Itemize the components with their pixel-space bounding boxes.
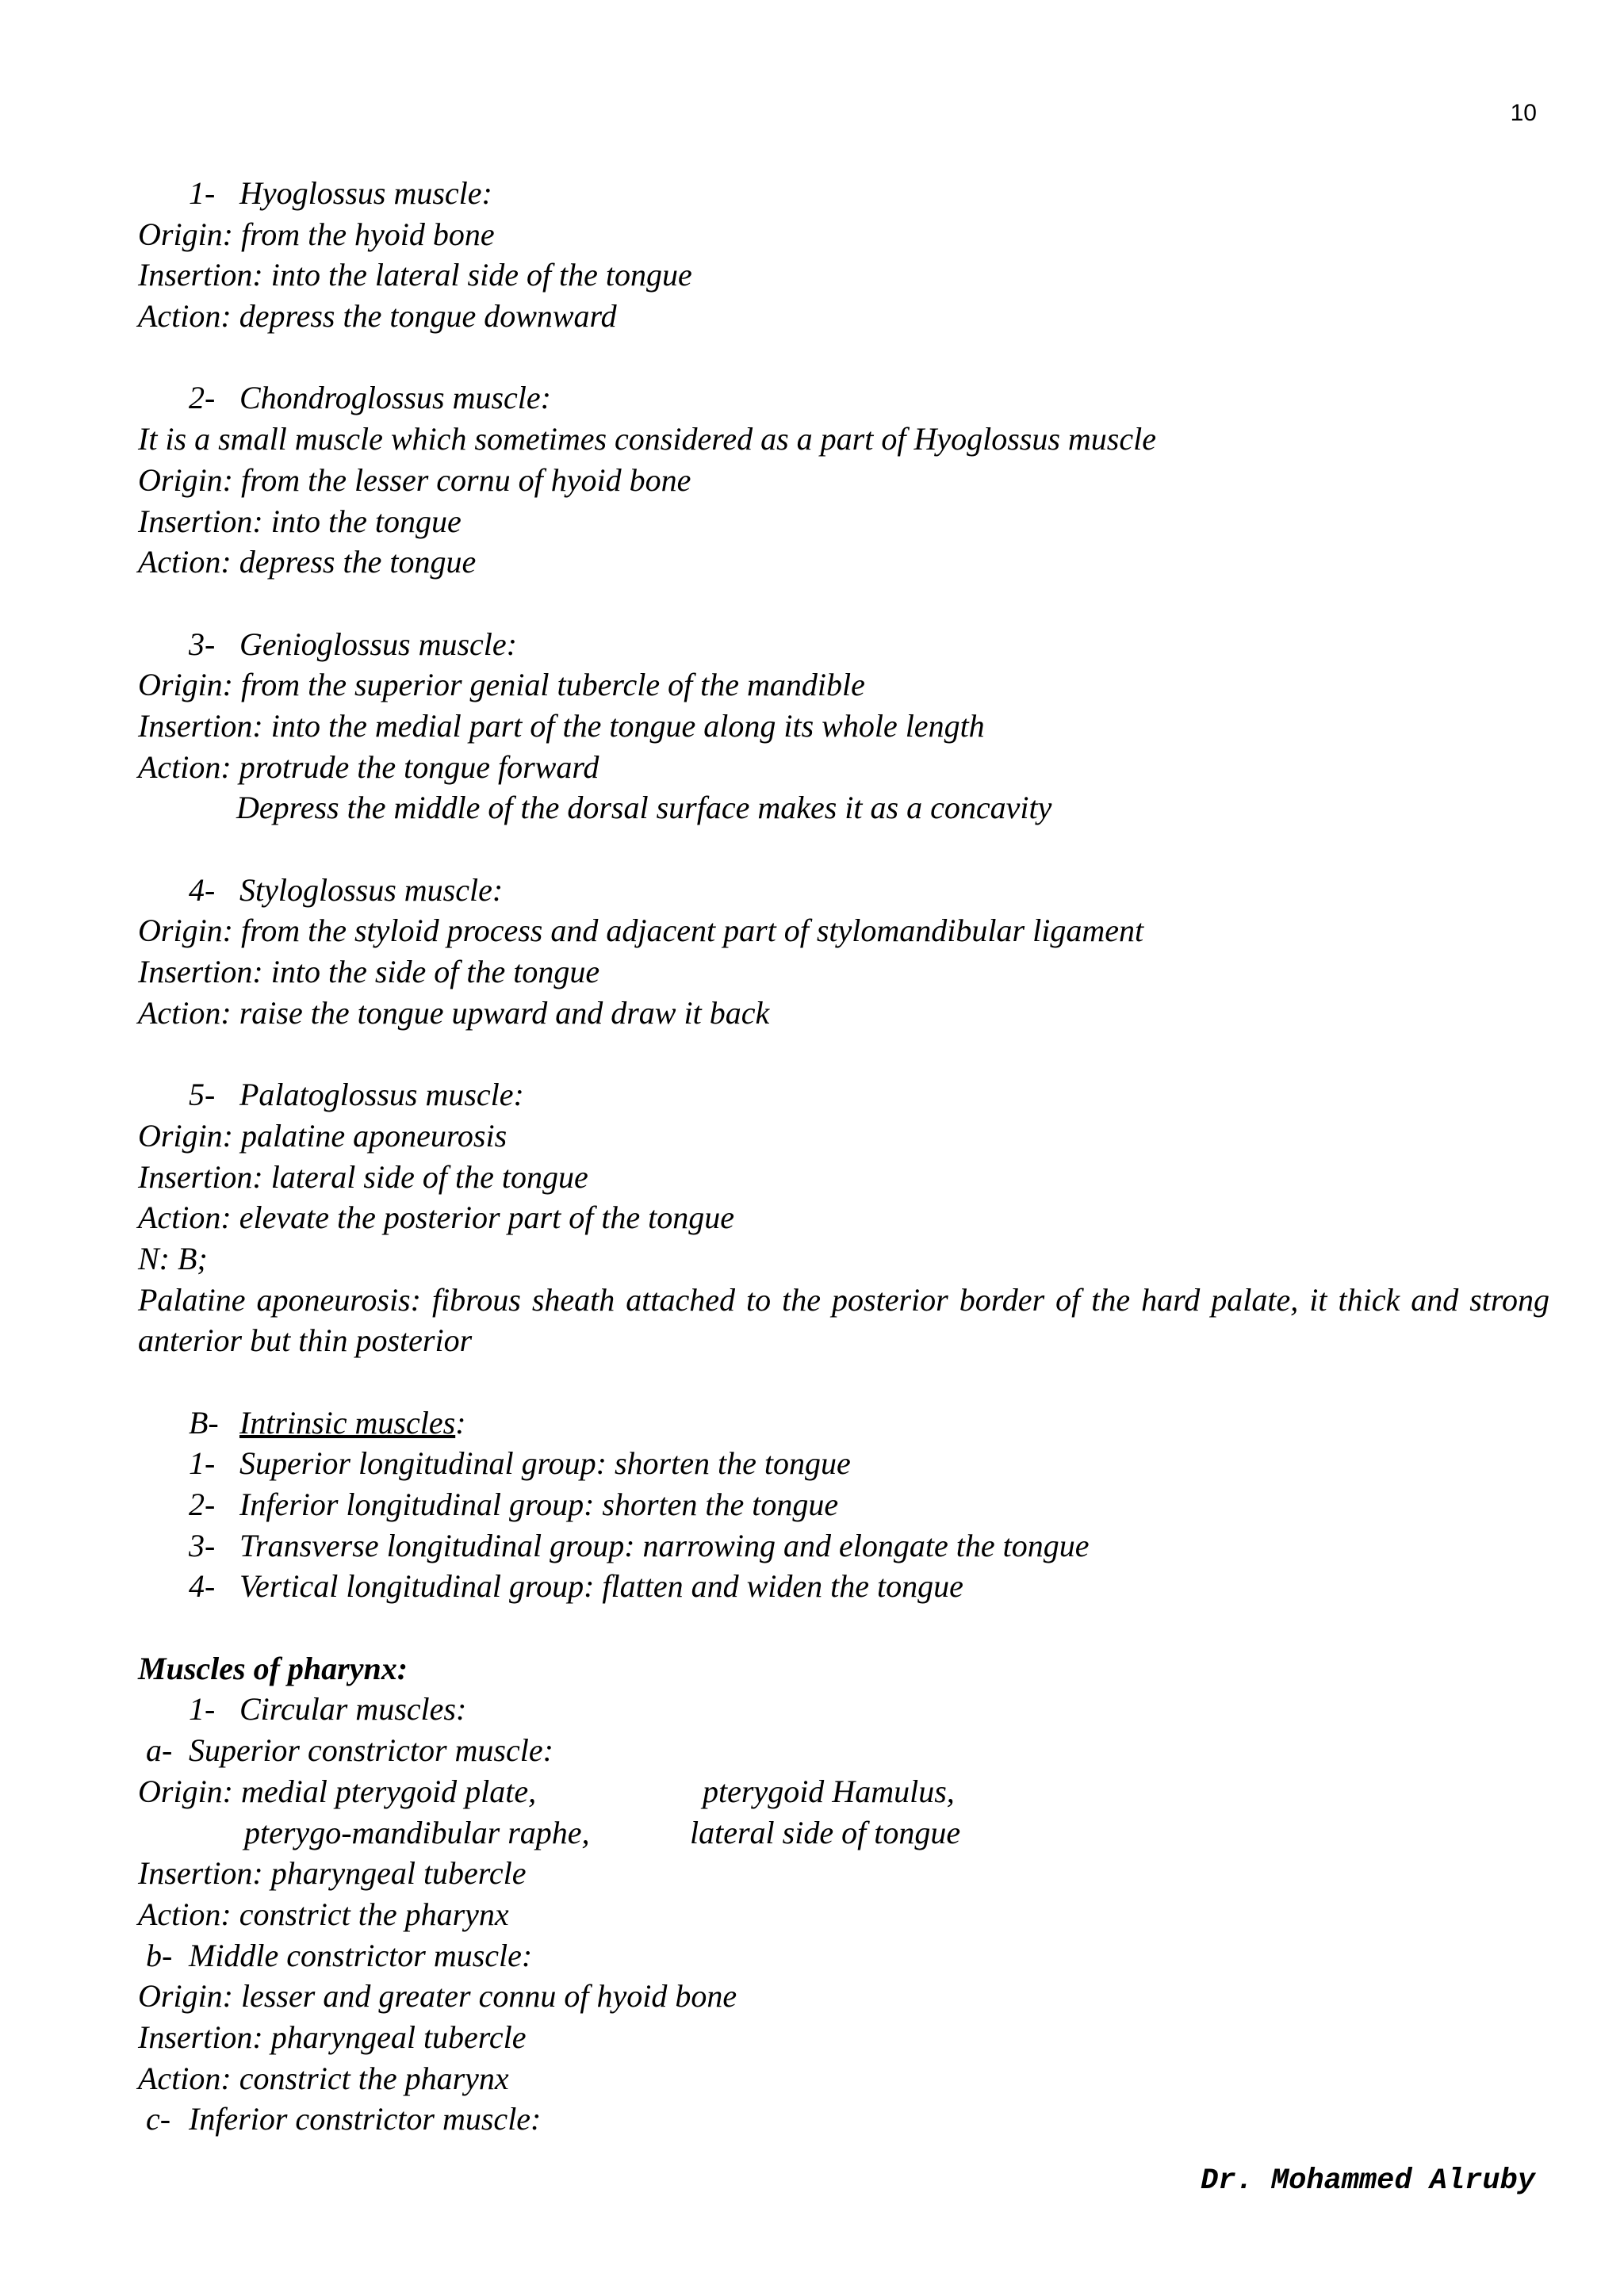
genioglossus-insertion: Insertion: into the medial part of the tongue along its whole length [138, 707, 985, 744]
styloglossus-title: 4- Styloglossus muscle: [189, 871, 504, 908]
superior-constrictor-insertion: Insertion: pharyngeal tubercle [138, 1855, 527, 1892]
chondroglossus-title: 2- Chondroglossus muscle: [189, 380, 551, 416]
styloglossus-origin: Origin: from the styloid process and adjacent part of stylomandibular ligament [138, 913, 1144, 949]
list-item: 3- Transverse longitudinal group: narrowing and elongate the tongue [189, 1527, 1090, 1563]
chondroglossus-insertion: Insertion: into the tongue [138, 503, 462, 539]
genioglossus-origin: Origin: from the superior genial tubercle of the mandible [138, 667, 865, 703]
genioglossus-action-2: Depress the middle of the dorsal surface makes it as a concavity [236, 790, 1052, 826]
hyoglossus-insertion: Insertion: into the lateral side of the tongue [138, 257, 692, 293]
middle-constrictor-origin: Origin: lesser and greater connu of hyoid bone [138, 1978, 737, 2015]
styloglossus-insertion: Insertion: into the side of the tongue [138, 954, 600, 990]
hyoglossus-title: 1- Hyoglossus muscle: [189, 175, 492, 211]
page-number: 10 [1510, 100, 1537, 126]
inferior-constrictor-title: c- Inferior constrictor muscle: [146, 2101, 542, 2137]
superior-constrictor-origin-cont: pterygo-mandibular raphe, lateral side of tongue [244, 1814, 961, 1850]
intrinsic-muscles-title: B- Intrinsic muscles: [189, 1404, 466, 1441]
palatoglossus-title: 5- Palatoglossus muscle: [189, 1077, 524, 1113]
palatoglossus-origin: Origin: palatine aponeurosis [138, 1117, 508, 1154]
superior-constrictor-title: a- Superior constrictor muscle: [146, 1732, 553, 1769]
nota-bene-label: N: B; [138, 1240, 208, 1276]
chondroglossus-origin: Origin: from the lesser cornu of hyoid bone [138, 461, 691, 498]
nota-bene-text: Palatine aponeurosis: fibrous sheath attached to the posterior border of the hard palate, it thick and strong anterior but thin posterior [138, 1281, 1549, 1359]
middle-constrictor-insertion: Insertion: pharyngeal tubercle [138, 2019, 527, 2055]
list-item: 2- Inferior longitudinal group: shorten the tongue [189, 1487, 839, 1523]
list-item: 1- Superior longitudinal group: shorten the tongue [189, 1445, 851, 1482]
document-body [138, 173, 1549, 2140]
chondroglossus-note: It is a small muscle which sometimes considered as a part of Hyoglossus muscle [138, 421, 1156, 457]
list-item: 4- Vertical longitudinal group: flatten and widen the tongue [189, 1568, 963, 1605]
chondroglossus-action: Action: depress the tongue [138, 544, 477, 580]
palatoglossus-insertion: Insertion: lateral side of the tongue [138, 1158, 588, 1195]
author-footer: Dr. Mohammed Alruby [1201, 2164, 1535, 2198]
superior-constrictor-action: Action: constrict the pharynx [138, 1896, 509, 1932]
superior-constrictor-origin: Origin: medial pterygoid plate, pterygoid Hamulus, [138, 1773, 955, 1809]
circular-muscles-title: 1- Circular muscles: [189, 1691, 467, 1728]
hyoglossus-action: Action: depress the tongue downward [138, 298, 617, 335]
pharynx-heading: Muscles of pharynx: [138, 1650, 408, 1686]
genioglossus-action: Action: protrude the tongue forward [138, 748, 599, 785]
styloglossus-action: Action: raise the tongue upward and draw it back [138, 994, 770, 1031]
genioglossus-title: 3- Genioglossus muscle: [189, 626, 517, 662]
hyoglossus-origin: Origin: from the hyoid bone [138, 216, 495, 252]
palatoglossus-action: Action: elevate the posterior part of the tongue [138, 1200, 735, 1236]
middle-constrictor-title: b- Middle constrictor muscle: [146, 1937, 533, 1973]
middle-constrictor-action: Action: constrict the pharynx [138, 2060, 509, 2096]
